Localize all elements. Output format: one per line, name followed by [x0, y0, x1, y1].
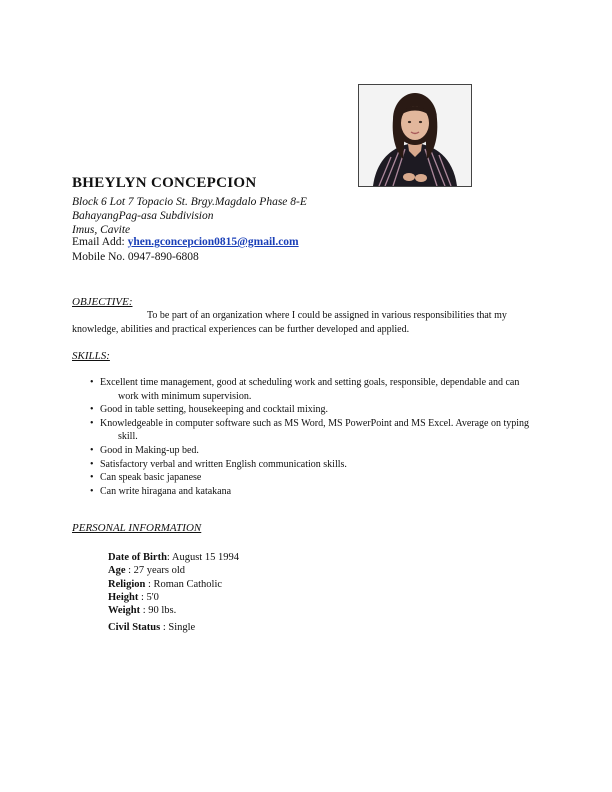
weight-label: Weight	[108, 605, 141, 616]
civil-status-row	[108, 621, 195, 635]
skill-item: • Knowledgeable in computer software such as MS Word, MS PowerPoint and MS Excel. Average on typing skill.	[90, 417, 542, 444]
age-row	[108, 564, 185, 578]
email-label: Email Add:	[72, 236, 128, 248]
skills-list	[90, 376, 542, 498]
objective-heading: OBJECTIVE:	[72, 296, 133, 308]
address-line-3: Imus, Cavite	[72, 224, 131, 236]
religion-label: Religion	[108, 579, 146, 590]
skill-item: • Satisfactory verbal and written English communication skills.	[90, 458, 542, 472]
age-value: : 27 years old	[125, 565, 185, 576]
address-line-2: BahayangPag-asa Subdivision	[72, 210, 214, 222]
skill-item: • Can speak basic japanese	[90, 471, 542, 485]
profile-photo	[358, 84, 472, 187]
weight-row	[108, 604, 176, 618]
email-row	[72, 236, 299, 248]
dob-label: Date of Birth	[108, 552, 167, 563]
weight-value: : 90 lbs.	[140, 605, 177, 616]
civil-status-value: : Single	[160, 622, 196, 633]
religion-value: : Roman Catholic	[145, 579, 223, 590]
address-line-1: Block 6 Lot 7 Topacio St. Brgy.Magdalo Phase 8-E	[72, 196, 307, 208]
mobile-number: Mobile No. 0947-890-6808	[72, 251, 199, 263]
objective-text: To be part of an organization where I could be assigned in various responsibilities that my knowledge, abilities and practical experiences can be further developed and applied.	[72, 310, 507, 335]
height-row	[108, 591, 159, 605]
religion-row	[108, 578, 222, 592]
age-label: Age	[108, 565, 126, 576]
skill-item: • Excellent time management, good at scheduling work and setting goals, responsible, dependable and can work with minimum supervision.	[90, 376, 542, 403]
date-of-birth-row	[108, 551, 239, 565]
civil-status-label: Civil Status	[108, 622, 161, 633]
height-label: Height	[108, 592, 139, 603]
skill-item: • Can write hiragana and katakana	[90, 485, 542, 499]
dob-value: : August 15 1994	[166, 552, 239, 563]
skill-item: • Good in table setting, housekeeping and cocktail mixing.	[90, 403, 542, 417]
height-value: : 5'0	[138, 592, 159, 603]
applicant-name: BHEYLYN CONCEPCION	[72, 175, 257, 191]
skills-heading: SKILLS:	[72, 350, 110, 362]
email-link[interactable]: yhen.gconcepcion0815@gmail.com	[127, 236, 299, 248]
personal-info-heading: PERSONAL INFORMATION	[72, 522, 202, 534]
skill-item: • Good in Making-up bed.	[90, 444, 542, 458]
